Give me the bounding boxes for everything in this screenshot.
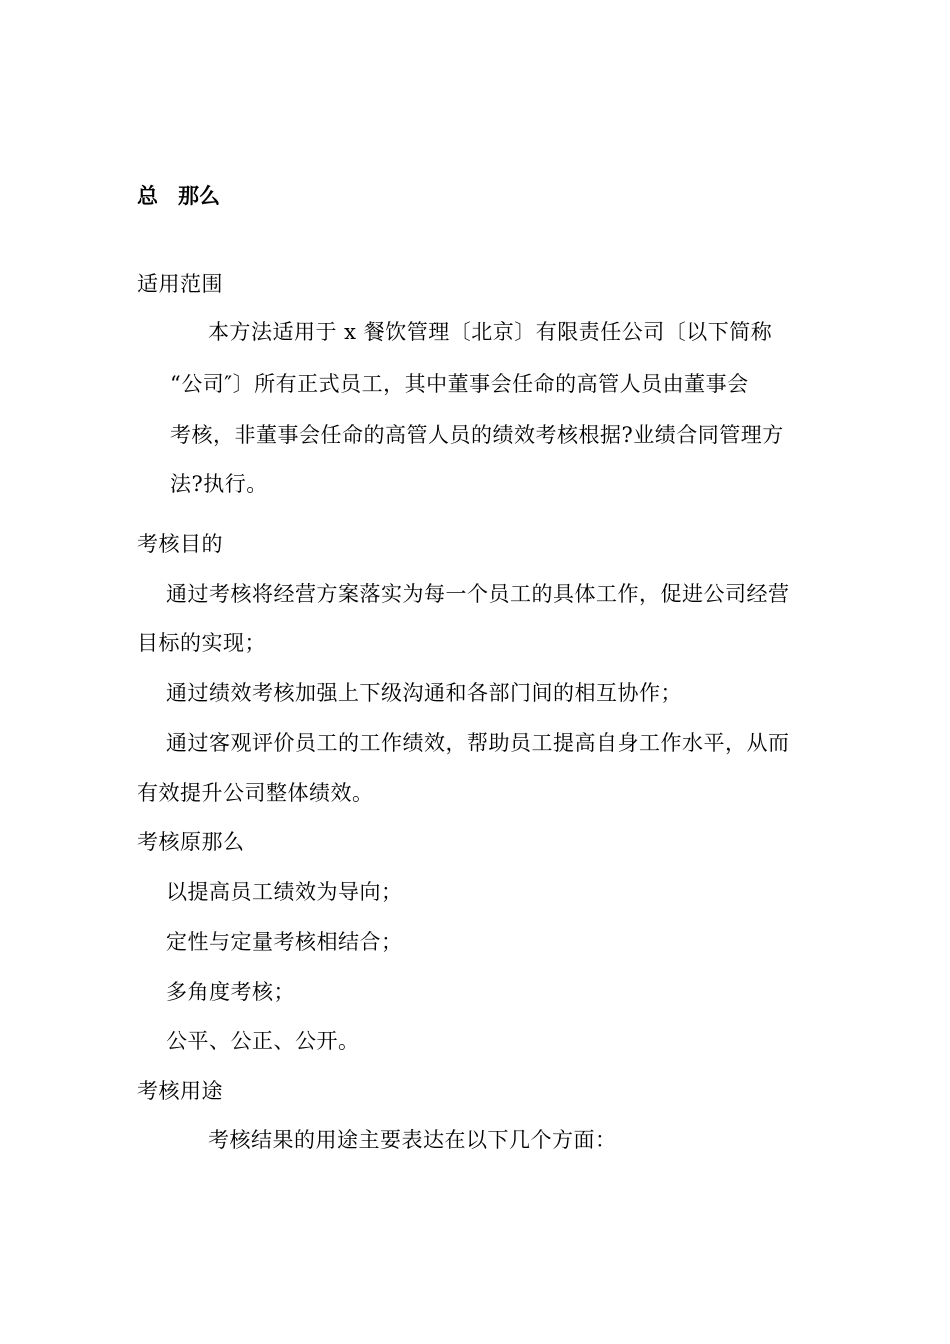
- section-heading-principles: 考核原那么: [137, 830, 245, 854]
- principle-item: 多角度考核；: [166, 980, 295, 1004]
- section-heading-purpose: 考核目的: [137, 532, 223, 556]
- chapter-title-part1: 总: [137, 183, 158, 208]
- principle-item: 以提高员工绩效为导向；: [166, 880, 403, 904]
- principle-item: 定性与定量考核相结合；: [166, 930, 403, 954]
- principle-item: 公平、公正、公开。: [166, 1029, 360, 1053]
- purpose-paragraph-line: 通过绩效考核加强上下级沟通和各部门间的相互协作；: [166, 681, 682, 705]
- purpose-paragraph-line: 通过客观评价员工的工作绩效，帮助员工提高自身工作水平，从而: [166, 731, 790, 755]
- scope-paragraph-line: “公司″〕所有正式员工，其中董事会任命的高管人员由董事会: [170, 372, 749, 396]
- scope-paragraph-line: 法?执行。: [170, 472, 268, 496]
- purpose-paragraph-line: 目标的实现；: [137, 631, 266, 655]
- chapter-title-part2: 那么: [178, 183, 220, 208]
- section-heading-usage: 考核用途: [137, 1079, 223, 1103]
- scope-paragraph-line: 考核，非董事会任命的高管人员的绩效考核根据?业绩合同管理方: [170, 423, 784, 447]
- usage-paragraph-line: 考核结果的用途主要表达在以下几个方面：: [208, 1128, 617, 1152]
- purpose-paragraph-line: 有效提升公司整体绩效。: [137, 781, 374, 805]
- scope-paragraph-line: 本方法适用于 x 餐饮管理〔北京〕有限责任公司〔以下简称: [208, 320, 773, 344]
- chapter-title: [137, 182, 220, 210]
- section-heading-scope: 适用范围: [137, 272, 223, 296]
- purpose-paragraph-line: 通过考核将经营方案落实为每一个员工的具体工作，促进公司经营: [166, 582, 790, 606]
